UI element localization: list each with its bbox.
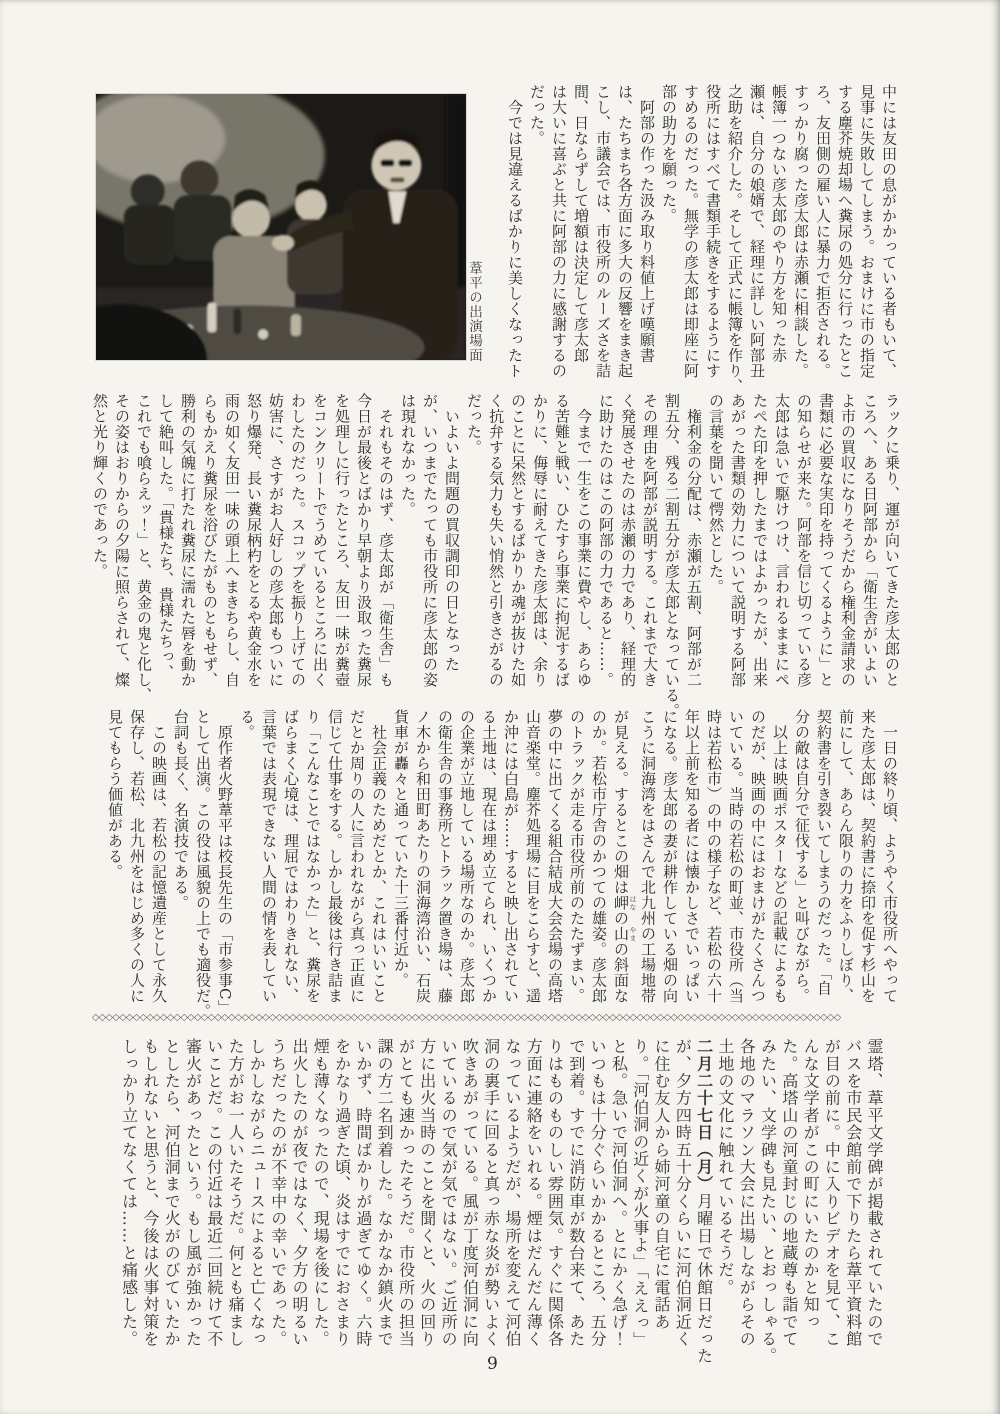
text-column: 霊塔、葦平文学碑が掲載されていたので <box>865 1038 884 1348</box>
text-column: いよいよ問題の買収調印の日となった <box>443 393 461 672</box>
text-column: 山音楽堂。塵芥処理場に目をこらすと、遥 <box>524 709 542 1004</box>
text-column: り。「河伯洞の近くが火事よ」「ええっ」 <box>630 1038 650 1349</box>
text-column: 勝利の気魄に打たれ糞尿に濡れた唇を動か <box>179 393 197 688</box>
text-column: が、いつまでたっても市役所に彦太郎の姿 <box>421 393 439 688</box>
text-column: もしれないと思うと、今後は火事対策を <box>140 1038 160 1348</box>
page-number: 9 <box>487 1354 498 1374</box>
text-column: 社会正義のためだとか、これはいいこと <box>370 709 388 1004</box>
text-column: 信じて仕事をする。しかし最後は行き詰ま <box>326 709 344 1004</box>
text-column: たぺた印を押したまではよかったが、出来 <box>751 393 769 688</box>
text-column: こうに洞海湾をはさんで北九州の工場地帯 <box>639 709 657 1004</box>
section-divider: ◇◇◇◇◇◇◇◇◇◇◇◇◇◇◇◇◇◇◇◇◇◇◇◇◇◇◇◇◇◇◇◇◇◇◇◇◇◇◇◇◇◇◇◇◇◇◇◇◇◇◇◇◇◇◇◇◇◇◇◇◇◇◇◇◇◇◇◇◇◇◇◇◇◇◇◇◇◇◇◇◇◇◇◇◇◇◇◇◇◇◇◇◇◇◇◇◇◇◇◇◇◇◇◇◇◇◇◇◇◇ <box>92 1012 841 1023</box>
text-block-top <box>488 84 900 416</box>
text-column: は大いに喜ぶと共に阿部の力に感謝するの <box>550 84 568 379</box>
text-column: になる。彦太郎の妻が耕作している畑の向 <box>661 709 679 1004</box>
text-column: 年以上前を知る者には懐かしさでいっぱい <box>683 709 701 1004</box>
text-column: 今日が最後とばかり早朝より汲取った糞尿 <box>355 393 373 688</box>
text-column: 雨の如く友田一味の頭上へまきちらし、自 <box>223 393 241 688</box>
text-column: く抗弁する気力も失い悄然と引きさがるの <box>487 393 505 688</box>
text-column: に助けたのはこの阿部の力であると……。 <box>597 393 615 688</box>
film-still-photo <box>95 93 467 361</box>
text-column: ラックに乗り、運が向いてきた彦太郎のと <box>883 393 901 688</box>
text-column: り「こんなことではなかった」と、糞尿を <box>304 709 322 1004</box>
text-column: いかず、時間ばかりが過ぎてゆく。六時 <box>353 1038 373 1348</box>
text-column: が、夕方四時五十分くらいに河伯洞近く <box>673 1038 693 1348</box>
text-column: あがった書類の効力について説明する阿部 <box>729 393 747 688</box>
text-column: しかしながらニュースによると亡くなっ <box>247 1038 267 1348</box>
text-column: ろ、友田側の雇い人に暴力で拒否される。 <box>814 84 832 379</box>
text-column: 割五分、残る二割五分が彦太郎となっている。 <box>663 393 681 719</box>
text-column: みたい、文学碑も見たい、とおっしゃる。 <box>758 1038 778 1365</box>
text-column: 今まで一生をこの事業に費やし、あらゆ <box>575 393 593 688</box>
text-column: いている。当時の若松の町並、市役所（当 <box>727 709 745 1004</box>
text-column: 二月二十七日（月）月曜日で休館日だった <box>694 1038 714 1365</box>
text-column: 煙も薄くなったので、現場を後にした。 <box>311 1038 331 1348</box>
text-column: 阿部の作った汲み取り料値上げ嘆願書 <box>638 84 656 363</box>
text-column: る苦難と戦い、ひたすら事業に拘泥するば <box>553 393 571 688</box>
text-column: 審火があったという。もし風が強かった <box>183 1038 203 1348</box>
text-column: は現れなかった。 <box>399 393 417 517</box>
text-column: らもかえり糞尿を浴びたがものともせず、 <box>201 393 219 688</box>
text-column: 見てもらう価値がある。 <box>106 709 124 880</box>
text-column: が見える。するとこの畑は岬 はなの山 やまの斜面な <box>612 709 637 1004</box>
text-column: がとても速かったそうだ。市役所の担当 <box>396 1038 416 1348</box>
text-column: 太郎は急いで駆けつけ、言われるままにペ <box>773 393 791 688</box>
text-column: しっかり立てなくては……と痛感した。 <box>119 1038 139 1348</box>
text-column: を処理しに行ったところ、友田一味が糞壺 <box>333 393 351 688</box>
text-column: ころへ、ある日阿部から「衛生舎がいよい <box>861 393 879 688</box>
text-column: わしたのだった。スコップを振り上げての <box>289 393 307 688</box>
text-column: 台詞も長く、名演技である。 <box>172 709 190 911</box>
text-column: は、たちまち各方面に多大の反響をまき起 <box>616 84 634 379</box>
text-column: いつもは十分ぐらいかかるところ、五分 <box>588 1038 608 1348</box>
text-column: の言葉を聞いて愕然とした。 <box>707 393 725 595</box>
text-column: る土地は、現在は埋め立てられ、いくつか <box>480 709 498 1004</box>
text-column: いているので気が気ではない。ご近所の <box>439 1038 459 1348</box>
text-column: のトラックが走る市役所前のたたずまい。 <box>568 709 586 1004</box>
text-column: 中には友田の息がかかっている者もいて、 <box>880 84 898 379</box>
text-column: 怒り爆発、長い糞尿柄杓をとるや黄金水を <box>245 393 263 688</box>
text-column: かりに、侮辱に耐えてきた彦太郎は、余り <box>531 393 549 688</box>
text-column: いことだ。この付近は最近二回続けて不 <box>204 1038 224 1348</box>
text-column: 原作者火野葦平は校長先生の「市参事C」 <box>216 709 234 1016</box>
text-column: として出演。この役は風貌の上でも適役だ。 <box>194 709 212 1019</box>
text-column: だとか周りの人に言われながら真っ正直に <box>348 709 366 1004</box>
text-column: 以上は映画ポスターなどの記載によるも <box>771 709 789 1004</box>
text-column: 土地の文化に触れているそうだ。 <box>715 1038 735 1296</box>
text-column: ばらまく心境は、理屈ではわりきれない、 <box>282 709 300 1004</box>
text-column: その姿はおりからの夕陽に照らされて、燦 <box>113 393 131 688</box>
film-still-illustration <box>96 94 466 360</box>
text-column: か沖には白島が……すると映し出されてい <box>502 709 520 1004</box>
text-column: のことに呆然とするばかりか魂が抜けた如 <box>509 393 527 688</box>
text-column: た方がお一人いたそうだ。何とも痛まし <box>226 1038 246 1348</box>
date-heading: 二月二十七日（月） <box>694 1038 714 1193</box>
text-column: で到着。すでに消防車が数台来て、あた <box>566 1038 586 1348</box>
photo-caption: 葦平の出演場面 <box>466 261 482 363</box>
text-column: 貨車が轟々と通っていた十三番付近か。 <box>392 709 410 988</box>
text-column: 夢の中に出てくる組合結成大会会場の高塔 <box>546 709 564 1004</box>
text-column: 之助を紹介した。そして正式に帳簿を作り、 <box>726 84 744 394</box>
text-column: としたら、河伯洞まで火がのびていたか <box>162 1038 182 1348</box>
text-column: して絶叫した。「貴様たち、貴様たちっ、 <box>157 393 175 680</box>
text-column: 妨害に、さすがお人好しの彦太郎もついに <box>267 393 285 688</box>
text-column: 言葉では表現できない人間の情を表してい <box>260 709 278 1004</box>
text-column: 間、日ならずして増額は決定して彦太郎 <box>572 84 590 363</box>
text-column: をコンクリートでうめているところに出く <box>311 393 329 688</box>
text-column: その理由を阿部が説明する。これまで大き <box>641 393 659 688</box>
text-block-lower <box>99 709 901 1043</box>
text-column: なっているようだが、場所を変えて河伯 <box>502 1038 522 1348</box>
text-column: 一日の終り頃、ようやく市役所へやって <box>881 709 899 1004</box>
text-column: 洞の裏手に回ると真っ赤な炎が勢いよく <box>481 1038 501 1348</box>
text-column: こし、市議会では、市役所のルーズさを詰 <box>594 84 612 379</box>
text-block-bottom <box>107 1038 885 1378</box>
text-column: 吹きあがっている。風が丁度河伯洞に向 <box>460 1038 480 1348</box>
text-column: だった。 <box>528 84 546 146</box>
text-column: 分の敵は自分で征伐する」と叫びながら。 <box>793 709 811 1004</box>
text-column: バスを市民会館前で下りたら葦平資料館 <box>843 1038 863 1348</box>
text-column: が目の前に。中に入りビデオを見て、こ <box>822 1038 842 1348</box>
text-column: よ市の買収になりそうだから権利金請求の <box>839 393 857 688</box>
text-column: この映画は、若松の記憶遺産として永久 <box>150 709 168 1004</box>
text-column: 瀬は、自分の娘婿で、経理に詳しい阿部丑 <box>748 84 766 379</box>
text-column: ノ木から和田町あたりの洞海湾沿い、石炭 <box>414 709 432 1004</box>
text-column: 権利金の分配は、赤瀬が五割、阿部が二 <box>685 393 703 688</box>
text-column: りはものものしい雰囲気。すぐに関係各 <box>545 1038 565 1348</box>
text-column: に住む友人から姉河童の自宅に電話あ <box>652 1038 672 1331</box>
text-column: んな文学者がこの町にいたのかと知っ <box>801 1038 821 1331</box>
text-column: 各地のマラソン大会に出場しながらその <box>737 1038 757 1348</box>
text-column: すめるのだった。無学の彦太郎は即座に阿 <box>682 84 700 379</box>
text-column: これでも喰らえッ！」と、黄金の鬼と化し、 <box>135 393 153 703</box>
text-column: の企業が立地している場所なのか。彦太郎 <box>458 709 476 1004</box>
text-column: 然と光り輝くのであった。 <box>91 393 109 579</box>
text-column: 出火したのが夜ではなく、夕方の明るい <box>289 1038 309 1348</box>
text-column: 方面に連絡をいれる。煙はだんだん薄く <box>524 1038 544 1348</box>
text-column: 部の助力を願った。 <box>660 84 678 224</box>
text-column: 見事に失敗してしまう。おまけに市の指定 <box>858 84 876 379</box>
text-column: 課の方二名到着した。なかなか鎮火まで <box>375 1038 395 1348</box>
text-column: 書類に必要な実印を持ってくるように」と <box>817 393 835 688</box>
text-column: すっかり腐った彦太郎は赤瀬に相談した。 <box>792 84 810 379</box>
text-column: 時は若松市）の中の様子など、若松の六十 <box>705 709 723 1004</box>
text-block-middle <box>85 393 903 731</box>
text-column: うちだったのが不幸中の幸いであった。 <box>268 1038 288 1348</box>
text-column: の知らせが来た。阿部を信じ切っている彦 <box>795 393 813 688</box>
text-column: 契約書を引き裂いてしまうのだった。「自 <box>815 709 833 996</box>
text-column: 方に出火当時のことを聞くと、火の回り <box>417 1038 437 1348</box>
text-column: 前にして、あらん限りの力をふりしぼり、 <box>837 709 855 1004</box>
text-column: の衛生舎の事務所とトラック置き場は、藤 <box>436 709 454 1004</box>
text-column: する塵芥焼却場へ糞尿の処分に行ったとこ <box>836 84 854 379</box>
text-column: のか。若松市庁舎のかつての雄姿。彦太郎 <box>590 709 608 1004</box>
text-column: 来た彦太郎は、契約書に捺印を促す杉山を <box>859 709 877 1004</box>
text-column: た。高塔山の河童封じの地蔵尊も詣でて <box>779 1038 799 1348</box>
text-column: く発展させたのは赤瀬の力であり、経理的 <box>619 393 637 688</box>
text-column: のだが、映画の中にはおまけがたくさんつ <box>749 709 767 1004</box>
text-column: 役所にはすべて書類手続きをするようにす <box>704 84 722 379</box>
text-column: 保存し、若松、北九州をはじめ多くの人に <box>128 709 146 1004</box>
text-column: をかなり過ぎた頃、炎はすでにおさまり <box>332 1038 352 1348</box>
text-column: 今では見違えるばかりに美しくなったト <box>506 84 524 379</box>
text-column: だった。 <box>465 393 483 455</box>
text-column: それもそのはず、彦太郎が「衛生舎」も <box>377 393 395 688</box>
text-column: る。 <box>238 709 256 740</box>
text-column: 帳簿一つない彦太郎のやり方を知った赤 <box>770 84 788 363</box>
text-column: と私。急いで河伯洞へ。とにかく急げ！ <box>609 1038 629 1348</box>
